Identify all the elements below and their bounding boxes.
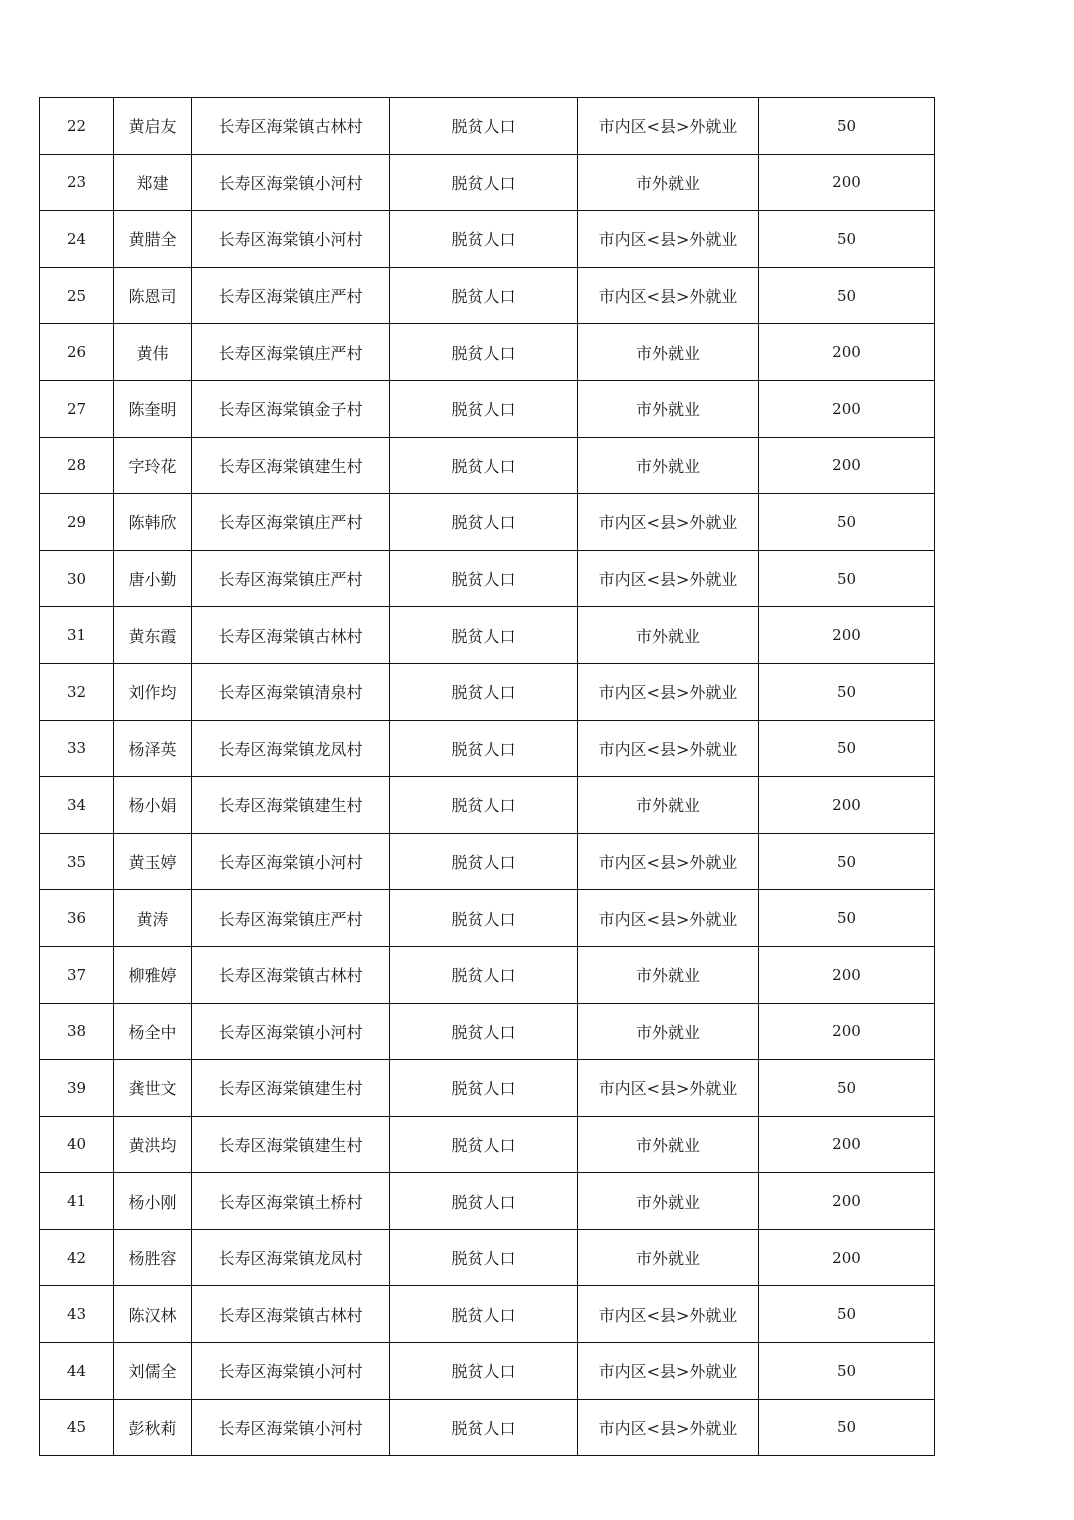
address-cell: 长寿区海棠镇建生村 [192,777,390,834]
address-cell: 长寿区海棠镇古林村 [192,946,390,1003]
name-cell: 陈恩司 [114,267,192,324]
employment-type-cell: 市内区<县>外就业 [578,267,759,324]
employment-type-cell: 市外就业 [578,607,759,664]
address-cell: 长寿区海棠镇庄严村 [192,267,390,324]
amount-cell: 200 [759,1229,935,1286]
category-cell: 脱贫人口 [390,154,578,211]
row-number-cell: 43 [40,1286,114,1343]
table-row [40,1229,935,1286]
address-cell: 长寿区海棠镇小河村 [192,1343,390,1400]
row-number-cell: 32 [40,663,114,720]
employment-type-cell: 市外就业 [578,324,759,381]
address-cell: 长寿区海棠镇古林村 [192,1286,390,1343]
category-cell: 脱贫人口 [390,437,578,494]
amount-cell: 50 [759,663,935,720]
beneficiary-table [39,97,935,1456]
row-number-cell: 23 [40,154,114,211]
row-number-cell: 25 [40,267,114,324]
amount-cell: 200 [759,946,935,1003]
row-number-cell: 40 [40,1116,114,1173]
amount-cell: 50 [759,890,935,947]
name-cell: 陈奎明 [114,380,192,437]
table-row [40,1060,935,1117]
row-number-cell: 26 [40,324,114,381]
row-number-cell: 28 [40,437,114,494]
row-number-cell: 42 [40,1229,114,1286]
table-row [40,663,935,720]
category-cell: 脱贫人口 [390,833,578,890]
name-cell: 杨全中 [114,1003,192,1060]
table-row [40,550,935,607]
table-row [40,211,935,268]
address-cell: 长寿区海棠镇小河村 [192,833,390,890]
employment-type-cell: 市内区<县>外就业 [578,550,759,607]
name-cell: 杨泽英 [114,720,192,777]
table-row [40,154,935,211]
amount-cell: 200 [759,1003,935,1060]
amount-cell: 50 [759,1286,935,1343]
amount-cell: 50 [759,720,935,777]
row-number-cell: 35 [40,833,114,890]
row-number-cell: 36 [40,890,114,947]
name-cell: 黄伟 [114,324,192,381]
name-cell: 杨小娟 [114,777,192,834]
employment-type-cell: 市外就业 [578,1229,759,1286]
name-cell: 郑建 [114,154,192,211]
amount-cell: 200 [759,154,935,211]
name-cell: 字玲花 [114,437,192,494]
address-cell: 长寿区海棠镇古林村 [192,607,390,664]
table-body [40,98,935,1456]
employment-type-cell: 市内区<县>外就业 [578,663,759,720]
table-row [40,494,935,551]
employment-type-cell: 市内区<县>外就业 [578,1286,759,1343]
name-cell: 杨小刚 [114,1173,192,1230]
name-cell: 黄腊全 [114,211,192,268]
employment-type-cell: 市内区<县>外就业 [578,1399,759,1456]
amount-cell: 50 [759,211,935,268]
amount-cell: 50 [759,267,935,324]
category-cell: 脱贫人口 [390,1286,578,1343]
address-cell: 长寿区海棠镇龙凤村 [192,1229,390,1286]
employment-type-cell: 市外就业 [578,777,759,834]
row-number-cell: 22 [40,98,114,155]
category-cell: 脱贫人口 [390,777,578,834]
table-row [40,1003,935,1060]
table-row [40,98,935,155]
employment-type-cell: 市内区<县>外就业 [578,833,759,890]
category-cell: 脱贫人口 [390,324,578,381]
row-number-cell: 27 [40,380,114,437]
employment-type-cell: 市内区<县>外就业 [578,494,759,551]
row-number-cell: 33 [40,720,114,777]
category-cell: 脱贫人口 [390,720,578,777]
category-cell: 脱贫人口 [390,1003,578,1060]
address-cell: 长寿区海棠镇古林村 [192,98,390,155]
category-cell: 脱贫人口 [390,494,578,551]
address-cell: 长寿区海棠镇小河村 [192,1399,390,1456]
name-cell: 陈汉林 [114,1286,192,1343]
name-cell: 黄玉婷 [114,833,192,890]
row-number-cell: 39 [40,1060,114,1117]
address-cell: 长寿区海棠镇金子村 [192,380,390,437]
table-row [40,946,935,1003]
table-row [40,267,935,324]
row-number-cell: 45 [40,1399,114,1456]
address-cell: 长寿区海棠镇庄严村 [192,324,390,381]
amount-cell: 200 [759,437,935,494]
category-cell: 脱贫人口 [390,1229,578,1286]
address-cell: 长寿区海棠镇小河村 [192,154,390,211]
table-row [40,833,935,890]
name-cell: 陈韩欣 [114,494,192,551]
employment-type-cell: 市外就业 [578,1173,759,1230]
category-cell: 脱贫人口 [390,267,578,324]
row-number-cell: 44 [40,1343,114,1400]
name-cell: 杨胜容 [114,1229,192,1286]
table-row [40,437,935,494]
category-cell: 脱贫人口 [390,380,578,437]
name-cell: 龚世文 [114,1060,192,1117]
row-number-cell: 24 [40,211,114,268]
amount-cell: 50 [759,1343,935,1400]
address-cell: 长寿区海棠镇龙凤村 [192,720,390,777]
name-cell: 唐小勤 [114,550,192,607]
category-cell: 脱贫人口 [390,1173,578,1230]
category-cell: 脱贫人口 [390,1116,578,1173]
amount-cell: 200 [759,607,935,664]
employment-type-cell: 市内区<县>外就业 [578,890,759,947]
category-cell: 脱贫人口 [390,98,578,155]
address-cell: 长寿区海棠镇建生村 [192,1060,390,1117]
category-cell: 脱贫人口 [390,1343,578,1400]
address-cell: 长寿区海棠镇小河村 [192,1003,390,1060]
employment-type-cell: 市外就业 [578,154,759,211]
table-row [40,1343,935,1400]
row-number-cell: 31 [40,607,114,664]
row-number-cell: 30 [40,550,114,607]
name-cell: 彭秋莉 [114,1399,192,1456]
address-cell: 长寿区海棠镇土桥村 [192,1173,390,1230]
table-row [40,380,935,437]
employment-type-cell: 市外就业 [578,437,759,494]
name-cell: 柳雅婷 [114,946,192,1003]
table-row [40,777,935,834]
name-cell: 黄洪均 [114,1116,192,1173]
category-cell: 脱贫人口 [390,550,578,607]
employment-type-cell: 市外就业 [578,380,759,437]
amount-cell: 200 [759,1173,935,1230]
category-cell: 脱贫人口 [390,607,578,664]
amount-cell: 200 [759,324,935,381]
table-row [40,890,935,947]
employment-type-cell: 市内区<县>外就业 [578,1060,759,1117]
employment-type-cell: 市内区<县>外就业 [578,98,759,155]
address-cell: 长寿区海棠镇庄严村 [192,494,390,551]
amount-cell: 200 [759,777,935,834]
name-cell: 黄东霞 [114,607,192,664]
amount-cell: 50 [759,98,935,155]
address-cell: 长寿区海棠镇庄严村 [192,890,390,947]
table-row [40,1399,935,1456]
category-cell: 脱贫人口 [390,1399,578,1456]
employment-type-cell: 市外就业 [578,1116,759,1173]
address-cell: 长寿区海棠镇建生村 [192,437,390,494]
name-cell: 黄启友 [114,98,192,155]
name-cell: 刘儒全 [114,1343,192,1400]
employment-type-cell: 市外就业 [578,946,759,1003]
address-cell: 长寿区海棠镇清泉村 [192,663,390,720]
employment-type-cell: 市外就业 [578,1003,759,1060]
table-row [40,324,935,381]
table-row [40,720,935,777]
amount-cell: 200 [759,380,935,437]
table-row [40,1286,935,1343]
amount-cell: 50 [759,1060,935,1117]
name-cell: 黄涛 [114,890,192,947]
amount-cell: 50 [759,550,935,607]
category-cell: 脱贫人口 [390,663,578,720]
amount-cell: 50 [759,833,935,890]
category-cell: 脱贫人口 [390,211,578,268]
name-cell: 刘作均 [114,663,192,720]
address-cell: 长寿区海棠镇建生村 [192,1116,390,1173]
employment-type-cell: 市内区<县>外就业 [578,211,759,268]
table-row [40,607,935,664]
amount-cell: 50 [759,1399,935,1456]
row-number-cell: 29 [40,494,114,551]
row-number-cell: 41 [40,1173,114,1230]
address-cell: 长寿区海棠镇小河村 [192,211,390,268]
employment-type-cell: 市内区<县>外就业 [578,1343,759,1400]
category-cell: 脱贫人口 [390,1060,578,1117]
address-cell: 长寿区海棠镇庄严村 [192,550,390,607]
amount-cell: 50 [759,494,935,551]
employment-type-cell: 市内区<县>外就业 [578,720,759,777]
table-row [40,1173,935,1230]
row-number-cell: 34 [40,777,114,834]
row-number-cell: 37 [40,946,114,1003]
row-number-cell: 38 [40,1003,114,1060]
amount-cell: 200 [759,1116,935,1173]
category-cell: 脱贫人口 [390,890,578,947]
table-row [40,1116,935,1173]
category-cell: 脱贫人口 [390,946,578,1003]
